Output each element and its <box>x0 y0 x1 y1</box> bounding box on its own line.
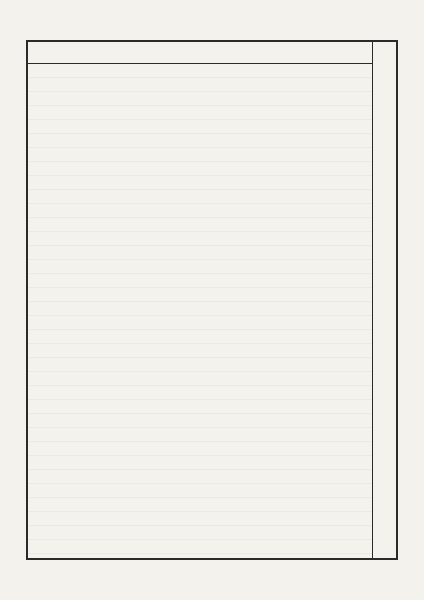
verse-number <box>120 42 143 63</box>
text-column <box>120 64 143 558</box>
text-column <box>143 64 166 558</box>
verse-number <box>211 42 234 63</box>
verse-number <box>51 42 74 63</box>
verse-number <box>234 42 257 63</box>
verse-number <box>257 42 280 63</box>
text-column <box>28 64 51 558</box>
page-frame <box>26 40 398 560</box>
text-column <box>97 64 120 558</box>
text-columns <box>28 64 372 558</box>
verse-number <box>326 42 349 63</box>
text-column <box>349 64 372 558</box>
running-head-column <box>372 42 396 558</box>
text-column <box>234 64 257 558</box>
verse-number <box>166 42 189 63</box>
text-column <box>166 64 189 558</box>
verse-number <box>303 42 326 63</box>
text-column <box>51 64 74 558</box>
verse-number <box>74 42 97 63</box>
verse-number <box>28 42 51 63</box>
verse-number-band <box>28 42 372 64</box>
verse-number <box>97 42 120 63</box>
verse-number <box>280 42 303 63</box>
text-column <box>211 64 234 558</box>
text-column <box>303 64 326 558</box>
text-column <box>326 64 349 558</box>
text-column <box>257 64 280 558</box>
verse-number <box>189 42 212 63</box>
text-column <box>74 64 97 558</box>
text-column <box>189 64 212 558</box>
verse-number <box>143 42 166 63</box>
verse-number <box>349 42 372 63</box>
text-column <box>280 64 303 558</box>
